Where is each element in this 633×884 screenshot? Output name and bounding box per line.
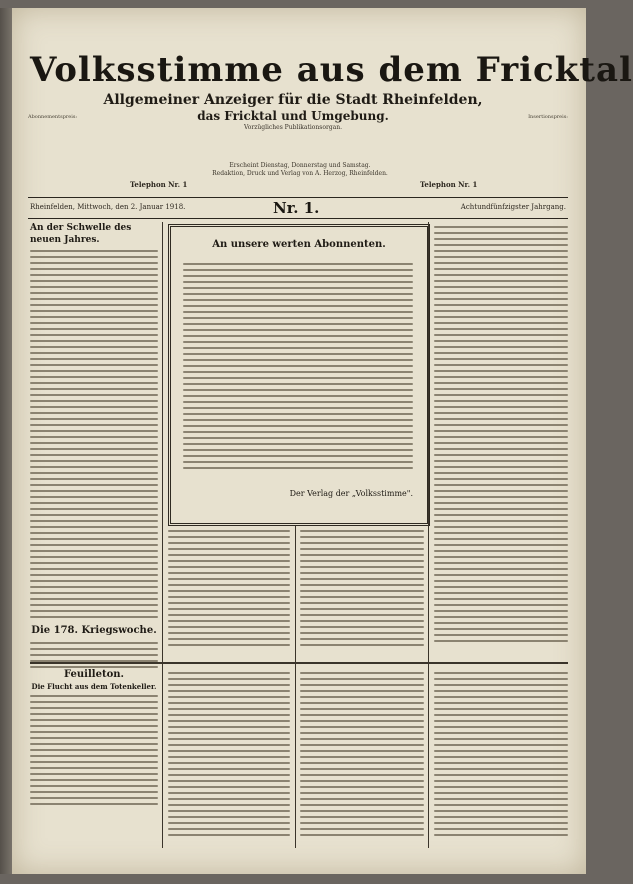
issue-number: Nr. 1. (273, 199, 320, 217)
telephon-left: Telephon Nr. 1 (130, 180, 188, 189)
subscription-price: Abonnementspreis: (28, 114, 78, 120)
feuilleton-column (30, 668, 158, 848)
telephon-right: Telephon Nr. 1 (420, 180, 478, 189)
subtitle: Allgemeiner Anzeiger für die Stadt Rheinfelden, (103, 92, 483, 108)
notice-signature: Der Verlag der „Volksstimme". (289, 489, 413, 498)
insertion-price: Insertionspreis: (528, 114, 568, 120)
center-right-column (300, 526, 424, 656)
column-rule (162, 222, 163, 848)
feuilleton-rule (30, 662, 568, 664)
frequency: Erscheint Dienstag, Donnerstag und Samstag. (229, 162, 371, 169)
subtitle-region: das Fricktal und Umgebung. (197, 109, 389, 123)
left-column (30, 222, 158, 636)
publication-info (150, 162, 450, 178)
feuilleton-column-3 (300, 668, 424, 848)
newspaper-title: Volksstimme aus dem Fricktal (30, 50, 633, 90)
war-week-text (30, 642, 158, 668)
volume-year: Achtundfünfzigster Jahrgang. (460, 203, 566, 211)
feuilleton-column-2 (168, 668, 290, 848)
publication-organ: Vorzügliches Publikationsorgan. (243, 124, 343, 131)
left-article-head: An der Schwelle des neuen Jahres. (30, 223, 132, 245)
right-column (434, 222, 568, 662)
notice-text (183, 259, 413, 479)
feuilleton-head: Feuilleton. (64, 669, 124, 680)
notice-box (168, 224, 430, 526)
left-article-text (30, 250, 158, 618)
publisher: Redaktion, Druck und Verlag von A. Herzog, Rheinfelden. (212, 170, 388, 177)
feuilleton-column-4 (434, 668, 568, 848)
notice-title: An unsere werten Abonnenten. (212, 239, 386, 250)
masthead (30, 50, 633, 131)
war-week-head: Die 178. Kriegswoche. (31, 625, 157, 636)
date-bar (28, 197, 568, 219)
center-left-column (168, 526, 290, 656)
feuilleton-story-title: Die Flucht aus dem Totenkeller. (31, 682, 157, 691)
column-rule (295, 526, 296, 848)
issue-date: Rheinfelden, Mittwoch, den 2. Januar 1918. (30, 203, 186, 211)
column-rule (428, 222, 429, 848)
